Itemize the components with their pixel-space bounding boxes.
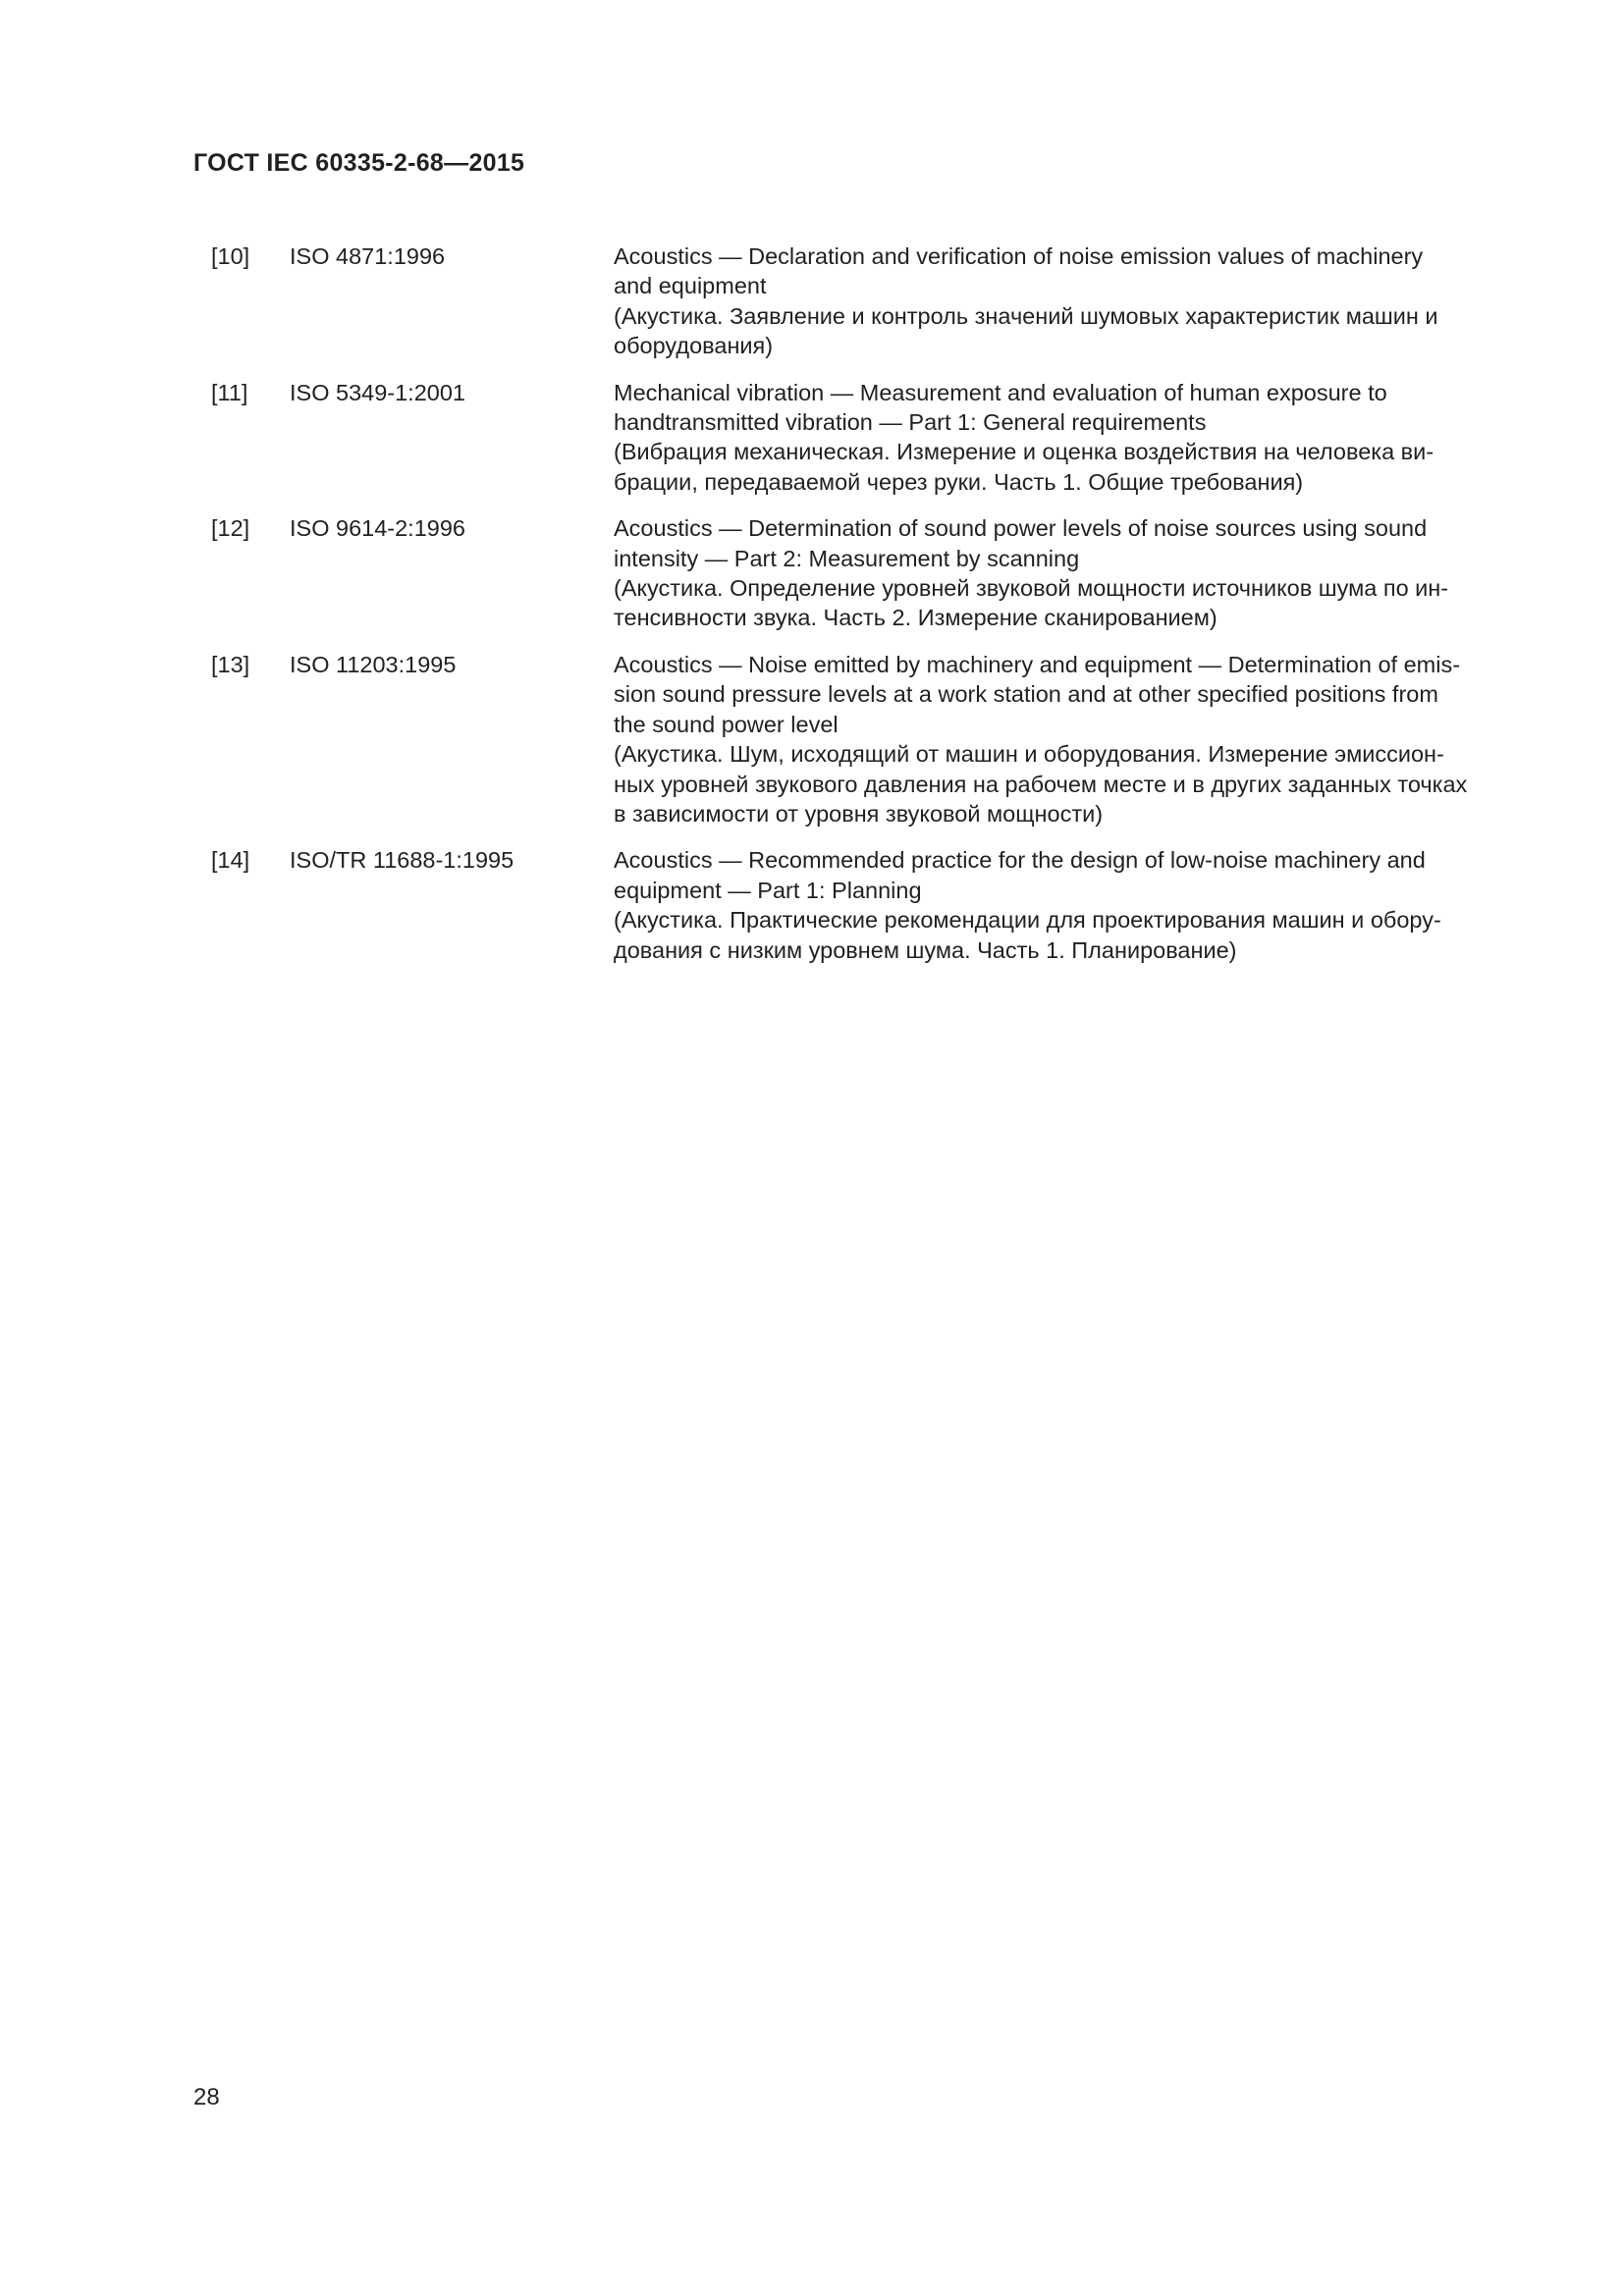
reference-text-line: handtransmitted vibration — Part 1: General requirements	[614, 409, 1207, 436]
reference-text-line: Mechanical vibration — Measurement and evaluation of human exposure to	[614, 379, 1387, 405]
bibliography-entry	[193, 650, 1529, 828]
reference-number: [13]	[211, 651, 250, 677]
reference-text-line: Acoustics — Declaration and verification of noise emission values of machinery	[614, 243, 1424, 269]
reference-text-line: дования с низким уровнем шума. Часть 1. Планирование)	[614, 936, 1237, 963]
reference-text-line: тенсивности звука. Часть 2. Измерение сканированием)	[614, 605, 1218, 631]
reference-text-line: (Вибрация механическая. Измерение и оценка воздействия на человека ви-	[614, 439, 1435, 465]
reference-text-line: в зависимости от уровня звуковой мощности)	[614, 800, 1104, 827]
reference-text-line: (Акустика. Определение уровней звуковой мощности источников шума по ин-	[614, 575, 1449, 602]
reference-description	[614, 513, 1504, 633]
bibliography-entry	[193, 378, 1529, 498]
bibliography-entry	[193, 845, 1529, 965]
reference-text-line: the sound power level	[614, 711, 839, 737]
reference-text-line: sion sound pressure levels at a work station and at other specified positions from	[614, 681, 1438, 708]
reference-text-line: Acoustics — Determination of sound power levels of noise sources using sound	[614, 515, 1428, 542]
reference-text-line: (Акустика. Шум, исходящий от машин и оборудования. Измерение эмиссион-	[614, 741, 1444, 768]
reference-description	[614, 845, 1504, 965]
reference-number: [11]	[211, 379, 248, 405]
reference-number: [12]	[211, 515, 250, 542]
bibliography-entry	[193, 241, 1529, 361]
reference-text-line: Acoustics — Recommended practice for the design of low-noise machinery and	[614, 847, 1426, 874]
reference-code: ISO 4871:1996	[290, 243, 446, 269]
reference-text-line: (Акустика. Заявление и контроль значений шумовых характеристик машин и	[614, 302, 1438, 329]
reference-code: ISO/TR 11688-1:1995	[290, 847, 514, 874]
reference-text-line: оборудования)	[614, 333, 774, 359]
page-header-standard-title: ГОСТ IEC 60335-2-68—2015	[193, 149, 525, 177]
reference-number: [14]	[211, 847, 250, 874]
reference-text-line: and equipment	[614, 273, 767, 299]
page-number: 28	[193, 2084, 220, 2110]
reference-text-line: ных уровней звукового давления на рабочем месте и в других заданных точках	[614, 771, 1468, 797]
bibliography-entry	[193, 513, 1529, 633]
reference-description	[614, 241, 1504, 361]
reference-code: ISO 11203:1995	[290, 651, 457, 677]
bibliography-list	[193, 241, 1529, 982]
reference-code: ISO 9614-2:1996	[290, 515, 465, 542]
reference-number: [10]	[211, 243, 250, 269]
reference-text-line: equipment — Part 1: Planning	[614, 877, 922, 903]
reference-text-line: брации, передаваемой через руки. Часть 1. Общие требования)	[614, 468, 1304, 495]
reference-code: ISO 5349-1:2001	[290, 379, 465, 405]
reference-text-line: intensity — Part 2: Measurement by scanning	[614, 545, 1080, 571]
reference-description	[614, 378, 1504, 498]
reference-text-line: (Акустика. Практические рекомендации для проектирования машин и обору-	[614, 907, 1441, 934]
reference-text-line: Acoustics — Noise emitted by machinery and equipment — Determination of emis-	[614, 651, 1461, 677]
reference-description	[614, 650, 1504, 828]
